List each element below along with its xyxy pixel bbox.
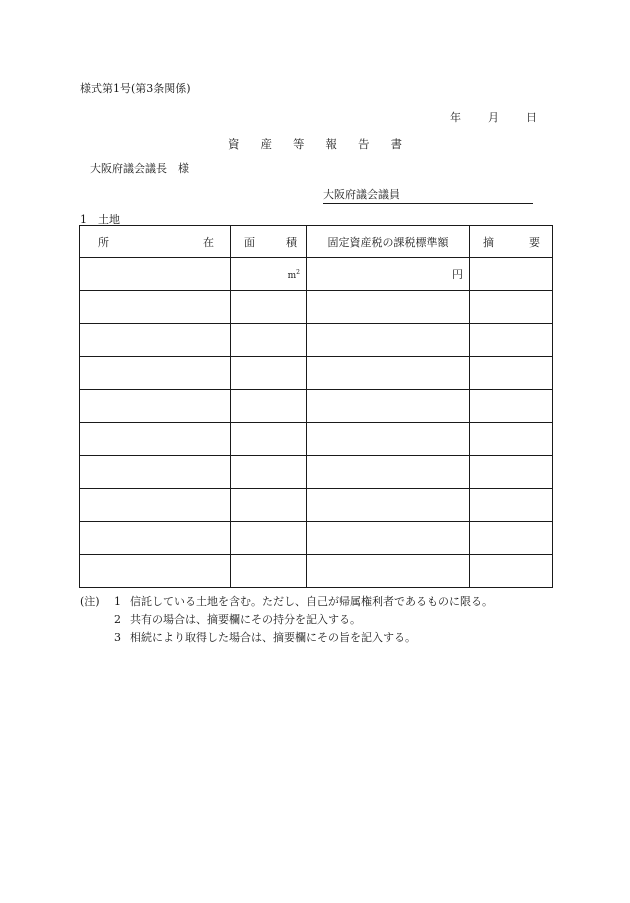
document-title: 資産等報告書 bbox=[228, 137, 423, 151]
remarks-cell[interactable] bbox=[470, 522, 553, 555]
table-row bbox=[80, 390, 553, 423]
remarks-cell[interactable] bbox=[470, 555, 553, 588]
date-month-label: 月 bbox=[488, 111, 499, 124]
date-day-label: 日 bbox=[526, 111, 537, 124]
location-cell[interactable] bbox=[80, 258, 231, 291]
tax-value-cell[interactable] bbox=[307, 291, 470, 324]
table-row bbox=[80, 555, 553, 588]
location-cell[interactable] bbox=[80, 522, 231, 555]
tax-value-unit-label: 円 bbox=[452, 268, 463, 281]
tax-value-cell[interactable] bbox=[307, 456, 470, 489]
date-year-label: 年 bbox=[450, 111, 461, 124]
area-cell[interactable] bbox=[231, 258, 307, 291]
remarks-cell[interactable] bbox=[470, 456, 553, 489]
tax-value-cell[interactable] bbox=[307, 489, 470, 522]
area-cell[interactable] bbox=[231, 357, 307, 390]
header-location: 所 在 bbox=[80, 226, 231, 258]
remarks-cell[interactable] bbox=[470, 258, 553, 291]
tax-value-cell[interactable] bbox=[307, 357, 470, 390]
header-tax-value: 固定資産税の課税標準額 bbox=[307, 226, 470, 258]
area-cell[interactable] bbox=[231, 423, 307, 456]
header-area: 面 積 bbox=[231, 226, 307, 258]
tax-value-cell[interactable] bbox=[307, 522, 470, 555]
remarks-cell[interactable] bbox=[470, 291, 553, 324]
tax-value-cell[interactable] bbox=[307, 423, 470, 456]
tax-value-cell[interactable] bbox=[307, 390, 470, 423]
location-cell[interactable] bbox=[80, 324, 231, 357]
remarks-cell[interactable] bbox=[470, 390, 553, 423]
remarks-cell[interactable] bbox=[470, 357, 553, 390]
remarks-cell[interactable] bbox=[470, 489, 553, 522]
location-cell[interactable] bbox=[80, 456, 231, 489]
area-cell[interactable] bbox=[231, 390, 307, 423]
land-table bbox=[79, 225, 553, 588]
area-cell[interactable] bbox=[231, 456, 307, 489]
location-cell[interactable] bbox=[80, 390, 231, 423]
remarks-cell[interactable] bbox=[470, 324, 553, 357]
tax-value-cell[interactable] bbox=[307, 324, 470, 357]
signer-line bbox=[323, 186, 533, 204]
form-number: 様式第1号(第3条関係) bbox=[80, 82, 191, 95]
signer-label: 大阪府議会議員 bbox=[323, 188, 400, 201]
location-cell[interactable] bbox=[80, 291, 231, 324]
table-header-row bbox=[80, 226, 553, 258]
table-row bbox=[80, 456, 553, 489]
area-cell[interactable] bbox=[231, 555, 307, 588]
tax-value-cell[interactable] bbox=[307, 258, 470, 291]
notes-prefix: (注) bbox=[80, 595, 100, 608]
header-remarks: 摘 要 bbox=[470, 226, 553, 258]
location-cell[interactable] bbox=[80, 423, 231, 456]
location-cell[interactable] bbox=[80, 555, 231, 588]
location-cell[interactable] bbox=[80, 489, 231, 522]
table-row bbox=[80, 489, 553, 522]
recipient: 大阪府議会議長 様 bbox=[90, 162, 189, 175]
area-unit-label: $m^2$ bbox=[287, 268, 300, 281]
remarks-cell[interactable] bbox=[470, 423, 553, 456]
tax-value-cell[interactable] bbox=[307, 555, 470, 588]
area-cell[interactable] bbox=[231, 522, 307, 555]
table-row bbox=[80, 423, 553, 456]
area-cell[interactable] bbox=[231, 489, 307, 522]
section-label: 1 土地 bbox=[80, 213, 120, 226]
table-row bbox=[80, 522, 553, 555]
table-row bbox=[80, 357, 553, 390]
area-cell[interactable] bbox=[231, 324, 307, 357]
area-cell[interactable] bbox=[231, 291, 307, 324]
table-row bbox=[80, 324, 553, 357]
table-row bbox=[80, 291, 553, 324]
table-row bbox=[80, 258, 553, 291]
location-cell[interactable] bbox=[80, 357, 231, 390]
